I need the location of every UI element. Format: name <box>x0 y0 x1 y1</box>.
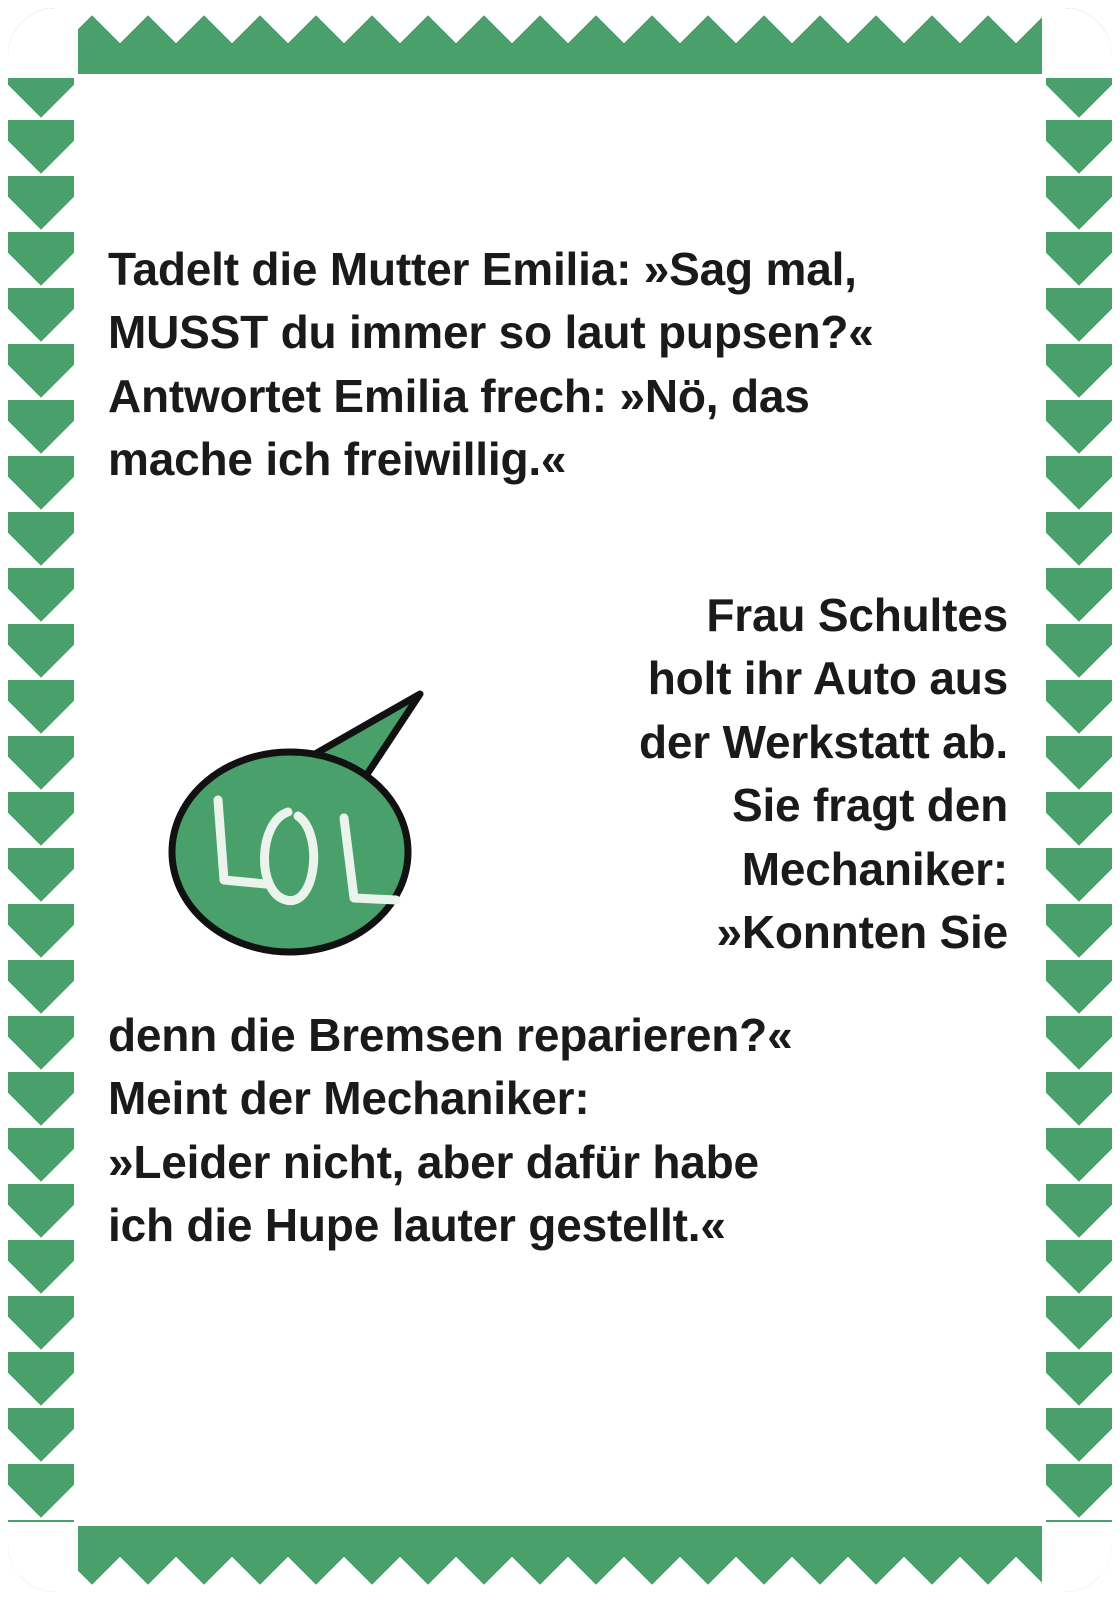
joke-emilia <box>108 238 1008 492</box>
joke-line: Sie fragt den <box>731 779 1008 832</box>
lol-speech-bubble-icon <box>158 684 458 989</box>
joke-line: denn die Bremsen reparieren?« <box>108 1008 793 1061</box>
joke-card <box>8 8 1112 1592</box>
joke-werkstatt-full-lines <box>108 1004 1008 1258</box>
lol-illustration-area <box>108 584 508 1004</box>
corner-mask-top-left <box>8 8 78 78</box>
joke-line: Frau Schultes <box>706 588 1008 641</box>
corner-mask-top-right <box>1042 8 1112 78</box>
joke-werkstatt <box>108 584 1008 1258</box>
joke-line: der Werkstatt ab. <box>639 715 1008 768</box>
joke-line: Mechaniker: <box>741 842 1008 895</box>
corner-mask-bottom-left <box>8 1522 78 1592</box>
zigzag-border-right <box>1046 8 1112 1592</box>
joke-line: Meint der Mechaniker: <box>108 1072 590 1125</box>
joke-line: ich die Hupe lauter gestellt.« <box>108 1199 726 1252</box>
zigzag-border-left <box>8 8 74 1592</box>
corner-mask-bottom-right <box>1042 1522 1112 1592</box>
joke-line: Antwortet Emilia frech: »Nö, das <box>108 369 810 422</box>
joke-line: »Leider nicht, aber dafür habe <box>108 1135 759 1188</box>
zigzag-border-top <box>8 8 1112 74</box>
joke-line: Tadelt die Mutter Emilia: »Sag mal, <box>108 243 857 295</box>
joke-line: MUSST du immer so laut pupsen?« <box>108 306 874 359</box>
zigzag-border-bottom <box>8 1526 1112 1592</box>
joke-content <box>108 238 1028 1258</box>
joke-line: holt ihr Auto aus <box>647 652 1008 705</box>
joke-line: »Konnten Sie <box>716 906 1008 959</box>
joke-line: mache ich freiwillig.« <box>108 433 567 486</box>
